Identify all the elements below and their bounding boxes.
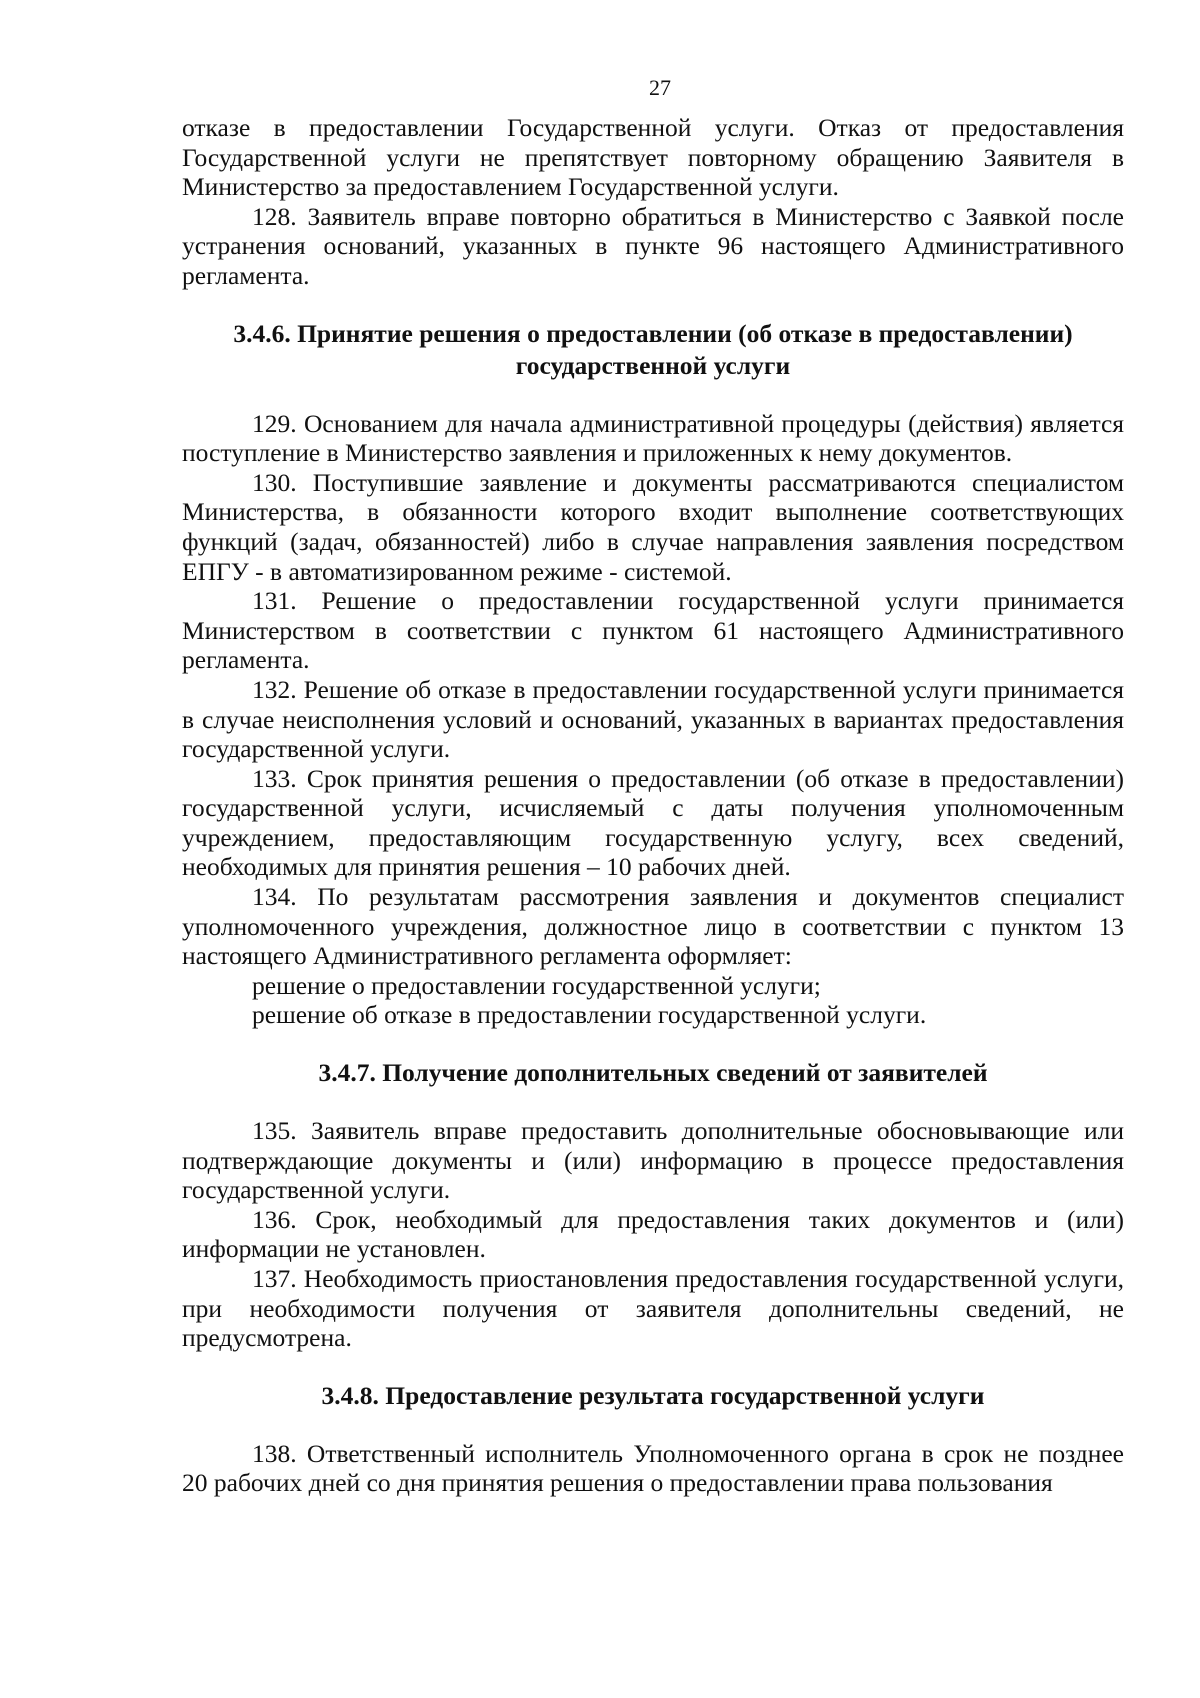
document-body	[182, 113, 1124, 1498]
page-number: 27	[649, 75, 671, 100]
paragraph: 136. Срок, необходимый для предоставления таких документов и (или) информации не установлен.	[182, 1204, 1124, 1264]
paragraph: 134. По результатам рассмотрения заявления и документов специалист уполномоченного учреждения, должностное лицо в соответствии с пунктом 13 настоящего Административного регламента оформляет:	[182, 882, 1124, 971]
paragraph: 131. Решение о предоставлении государственной услуги принимается Министерством в соответствии с пунктом 61 настоящего Административного регламента.	[182, 586, 1124, 675]
paragraph: 128. Заявитель вправе повторно обратиться в Министерство с Заявкой после устранения оснований, указанных в пункте 96 настоящего Административного регламента.	[182, 201, 1124, 290]
list-item: решение о предоставлении государственной услуги;	[252, 970, 821, 1000]
paragraph: 138. Ответственный исполнитель Уполномоченного органа в срок не позднее 20 рабочих дней со дня принятия решения о предоставлении права пользования	[182, 1438, 1124, 1498]
list-item: решение об отказе в предоставлении государственной услуги.	[252, 1000, 927, 1030]
paragraph: отказе в предоставлении Государственной услуги. Отказ от предоставления Государственной услуги не препятствует повторному обращению Заявителя в Министерство за предоставлением Государственной услуги.	[182, 113, 1124, 202]
section-heading: 3.4.8. Предоставление результата государственной услуги	[321, 1380, 985, 1410]
paragraph: 132. Решение об отказе в предоставлении государственной услуги принимается в случае неисполнения условий и оснований, указанных в вариантах предоставления государственной услуги.	[182, 674, 1124, 764]
section-heading: 3.4.6. Принятие решения о предоставлении (об отказе в предоставлении) государственной услуги	[233, 318, 1073, 380]
paragraph: 135. Заявитель вправе предоставить дополнительные обосновывающие или подтверждающие документы и (или) информацию в процессе предоставления государственной услуги.	[182, 1116, 1124, 1205]
paragraph: 130. Поступившие заявление и документы рассматриваются специалистом Министерства, в обязанности которого входит выполнение соответствующих функций (задач, обязанностей) либо в случае направления заявления посредством ЕПГУ - в автоматизированном режиме - системой.	[182, 467, 1124, 586]
paragraph: 137. Необходимость приостановления предоставления государственной услуги, при необходимости получения от заявителя дополнительны сведений, не предусмотрена.	[182, 1264, 1124, 1353]
paragraph: 133. Срок принятия решения о предоставлении (об отказе в предоставлении) государственной услуги, исчисляемый с даты получения уполномоченным учреждением, предоставляющим государственную услугу, всех сведений, необходимых для принятия решения – 10 рабочих дней.	[182, 763, 1124, 882]
paragraph: 129. Основанием для начала административной процедуры (действия) является поступление в Министерство заявления и приложенных к нему документов.	[182, 408, 1124, 468]
section-heading: 3.4.7. Получение дополнительных сведений от заявителей	[318, 1058, 988, 1088]
